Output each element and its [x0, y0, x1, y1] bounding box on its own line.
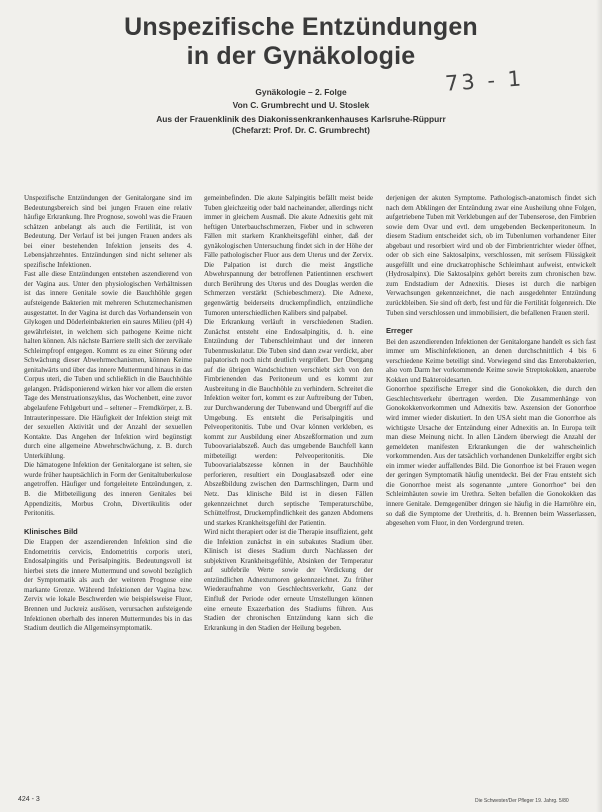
paragraph: Wird nicht therapiert oder ist die Therapie insuffizient, geht die Infektion zunächst in ein subakutes Stadium über. Klinisch ist dieses Stadium durch Nachlassen der subjektiven Krankheitsgefühle, Absinken der Temperatur auf subfebrile Werte sowie der Verdickung der entzündlichen Adnextumoren gekennzeichnet. Zu früher Wiederaufnahme von Geschlechtsverkehr, Ganz der Einfluß der Periode oder erneute Umstellungen können eine erneute Exazerbation des Stadiums führen. Aus Stadien der chronischen Entzündung kann sich die Erkrankung in den Stadien der Heilung begeben.	[204, 528, 373, 632]
text-column-2	[204, 194, 373, 792]
institution-line: Aus der Frauenklinik des Diakonissenkrankenhauses Karlsruhe-Rüppurr	[156, 114, 446, 124]
text-column-3	[386, 194, 596, 792]
paragraph: Bei den aszendierenden Infektionen der Genitalorgane handelt es sich fast immer um Mischinfektionen, an denen durchschnittlich 4 bis 6 verschiedene Keime beteiligt sind. Vorwiegend sind das Enterobakterien, also vom Darm her vorkommende Keime sowie Streptokokken, anaerobe Kokken und Bakteroidesarten.	[386, 337, 596, 384]
chief-physician-line: (Chefarzt: Prof. Dr. C. Grumbrecht)	[232, 125, 370, 135]
paragraph: Die hämatogene Infektion der Genitalorgane ist selten, sie wurde früher hauptsächlich in Form der Genitaltuberkulose angetroffen. Häufiger und fortgeleitete Entzündungen, z. B. die Mitbeteiligung des inneren Genitales bei Appendizitis, Morbus Crohn, Divertikulitis oder Peritonitis.	[24, 461, 192, 518]
paragraph: Fast alle diese Entzündungen entstehen aszendierend von der Vagina aus. Unter den physiologischen Verhältnissen ist das innere Genitale sowie die Bauchhöhle gegen aufsteigende Bakterien mit mehreren Schutzmechanismen ausgestattet. In der Vagina ist durch das Vorhandensein von Glykogen und Döderleinbakterien ein saures Milieu (pH 4) gewährleistet, in welchem sich pathogene Keime nicht halten können. Als nächste Barriere stellt sich der zervikale Schleimpfropf entgegen. Kommt es zu einer Störung oder Schwächung dieser Abwehrmechanismen, können Keime genitalwärts und über das innere Muttermund hinaus in das Corpus uteri, die Tuben und schließlich in die Bauchhöhle gelangen. Prädisponierend wirken hier vor allem die ersten Tage des Menstruationszyklus, das Wochenbett, eine zuvor abgelaufene Fehlgeburt und – seltener – Fremdkörper, z. B. Intrauterinpessare. Die Häufigkeit der Infektion steigt mit der sexuellen Aktivität und der Anzahl der sexuellen Kontakte. Das Angehen der Infektion wird begünstigt durch eine allgemeine Abwehrschwächung, z. B. durch Unterkühlung.	[24, 270, 192, 460]
paragraph: Unspezifische Entzündungen der Genitalorgane sind im Bedeutungsbereich sind bei jungen Frauen eine relativ häufige Erkrankung. Ihre Prognose, sowohl was die Frauen schätzen anbelangt als auch die Fertilität, ist von Bedeutung. Der Verlauf ist bei jungen Frauen anders als bei einer bestehenden Infektion jenseits des 4. Lebensjahrzehntes. Entzündungen sind nicht seltener als spezifische Infektionen.	[24, 194, 192, 269]
authors-line: Von C. Grumbrecht und U. Stoslek	[232, 100, 370, 110]
section-heading-clinical: Klinisches Bild	[24, 526, 78, 536]
series-label: Gynäkologie – 2. Folge	[255, 87, 347, 97]
handwritten-note: 73 - 1	[444, 66, 525, 96]
journal-footer: Die Schwester/Der Pfleger 19. Jahrg. 5/80	[475, 798, 569, 804]
paragraph: Gonorrhoe spezifische Erreger sind die Gonokokken, die durch den Geschlechtsverkehr übertragen werden. Die Zusammenhänge von Gonokokkenvorkommen und Adnexitis bzw. Aszension der Gonorrhoe wird immer wieder diskutiert. In den USA sieht man die Gonorrhoe als wichtigste Ursache der Entzündung einer Adnexitis an. In Europa teilt man diese Meinung nicht. In allen Ländern überwiegt die Anzahl der gemeldeten manifesten Erkrankungen die der wahrscheinlich vorkommenden. Aus der tatsächlich vorhandenen Dunkelziffer ergibt sich ein immer wieder auffallendes Bild. Die Gonorrhoe ist bei Frauen wegen der geringen Symptomatik häufig unentdeckt. Bei der Frau entsteht sich die Gonorrhoe meist als sogenannte „untere Gonorrhoe“ bei den Schleimhäuten sowie im Urethra. Selten befallen die Gonokokken das innere Genitale. Demgegenüber dringen sie häufig in die Harnröhre ein, so daß die Symptome der Urethritis, d. h. Brennen beim Wasserlassen, abgesehen vom Fluor, in den Vordergrund treten.	[386, 385, 596, 528]
scan-edge-shadow	[596, 0, 602, 812]
section-heading-pathogens: Erreger	[386, 326, 413, 336]
article-title-line-2: in der Gynäkologie	[186, 42, 416, 70]
page-number: 424 - 3	[18, 796, 40, 803]
paragraph: gemeinbefinden. Die akute Salpingitis befällt meist beide Tuben gleichzeitig oder bald nacheinander, allerdings nicht immer in gleichem Ausmaß. Die akute Adnexitis geht mit heftigen Unterbauchschmerzen, Fieber und in schweren Fällen mit starkem Krankheitsgefühl einher, daß der gynäkologischen Untersuchung findet sich in der Höhe der Fälle pathologischer Fluor aus dem Uterus und der Zervix. Die Palpation ist durch die meist ängstliche Abwehrspannung der betroffenen Patientinnen erschwert durch Berührung des Uterus und des Douglas werden die Schmerzen verstärkt (Schiebeschmerz). Die Adnexe, gegenwärtig beiderseits druckempfindlich, entzündliche Tumoren unterschiedlichen Kalibers sind palpabel.	[204, 194, 373, 317]
paragraph: derjenigen der akuten Symptome. Pathologisch-anatomisch findet sich nach dem Abklingen der Entzündung zwar eine Ausheilung ohne Folgen, aufgetriebene Tuben mit Verklebungen auf der Tubenserose, den Fimbrien sowie dem Ovar und evtl. dem umgebenden Beckenperitoneum. In diesem Stadium entscheidet sich, ob im Tubenlumen vorhandener Eiter abgebaut und resorbiert wird und ob der Fimbrientrichter wieder öffnet, oder ob sich eine Saktosalpinx, verschlossen, mit serösem Flüssigkeit ausgefüllt und eine druckatrophische Schleimhaut aufweist, entwickelt (Hydrosalpinx). Die Saktosalpinx gehört bereits zum chronischen bzw. zum Endstadium der Adnexitis. Dieses ist durch die narbigen Verwachsungen gekennzeichnet, die nach ausgedehnter Entzündung zurückbleiben. Sie sind oft derb, fest und für die Fertilität folgenreich. Die Tuben sind verschlossen und immobilisiert, die befallenen Frauen steril.	[386, 194, 596, 317]
text-column-1	[24, 194, 192, 792]
paragraph: Die Erkrankung verläuft in verschiedenen Stadien. Zunächst entsteht eine Endosalpingitis, d. h. eine Entzündung der Tubenschleimhaut und der inneren Tubenmuskulatur. Die Tuben sind dann zwar verdickt, aber palpatorisch noch nicht deutlich vergrößert. Der Übergang auf die übrigen Wandschichten verschiebt sich von den Fimbrienenden das Peritoneum und es kommt zur Ausbreitung in die Bauchhöhle zu verhindern. Schreitet die Infektion weiter fort, kommt es zur Auftreibung der Tuben, zur Durchwanderung der Tubenwand und Übergriff auf die Umgebung. Es entsteht die Perisalpingitis und Pelveoperitonitis. Tube und Ovar können verkleben, es kommt zur Ausbildung einer Abszeßformation und zum Tuboovarialabszeß. Auch das umgebende Bauchfell kann mitbeteiligt werden: Pelveoperitonitis. Die Tuboovarialabszesse können in der Bauchhöhle perforieren, resultiert ein Douglasabszeß oder eine Abszeßbildung zwischen den Darmschlingen, Darm und Netz. Das klinische Bild ist in diesen Fällen gekennzeichnet durch septische Temperaturschübe, Schüttelfrost, Druckempfindlichkeit des ganzen Abdomens und starkes Krankheitsgefühl der Patientin.	[204, 318, 373, 527]
article-title-line-1: Unspezifische Entzündungen	[124, 13, 478, 41]
paragraph: Die Etappen der aszendierenden Infektion sind die Endometritis cervicis, Endometritis corporis uteri, Endosalpingitis und Perisalpingitis. Bedeutungsvoll ist hierbei stets die innere Muttermund und sowohl bezüglich der Symptomatik als auch der weiteren Prognose eine markante Grenze. Während Infektionen der Vagina bzw. Zervix wie lokale Beschwerden wie beispielsweise Fluor, Brennen und Juckreiz auslösen, verursachen aufsteigende Infektionen oberhalb des inneren Muttermundes bis in das Stadium deutlich die Allgemeinsymptomatik.	[24, 538, 192, 633]
